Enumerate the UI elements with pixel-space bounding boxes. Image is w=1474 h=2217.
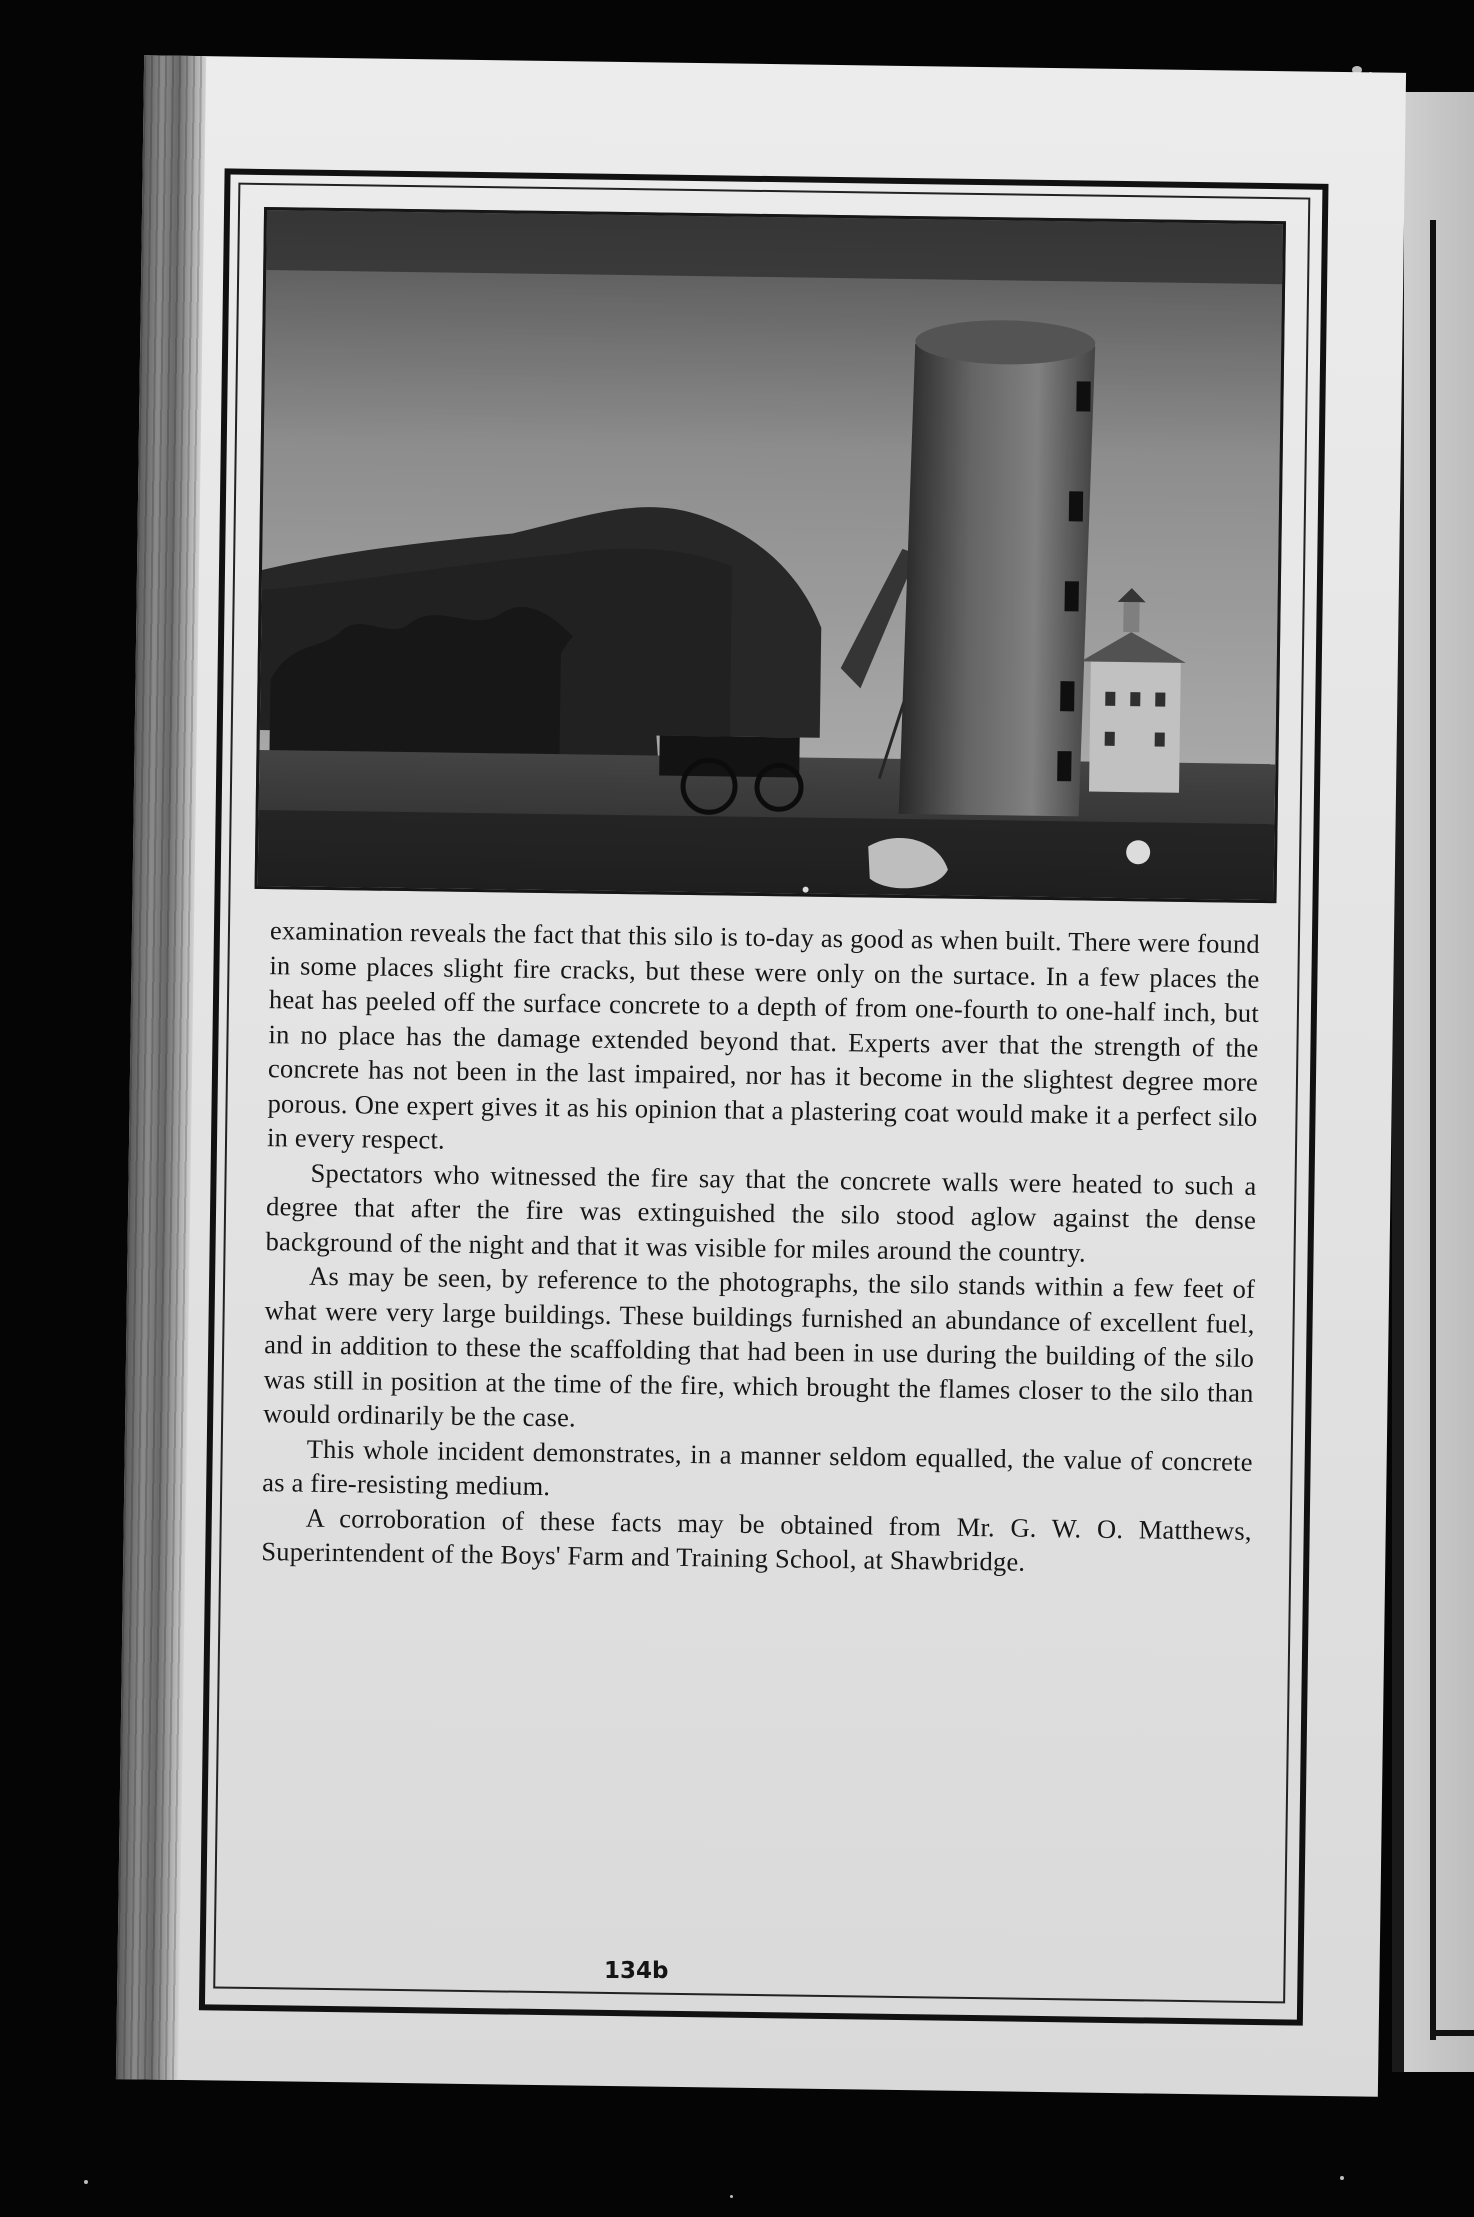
paragraph: Spectators who witnessed the fire say that the concrete walls were heated to such a degree that after the fire was extinguished the silo stood aglow against the dense background of the night and that it was visible for miles around the country.: [265, 1157, 1257, 1268]
silo-photograph: [255, 207, 1286, 903]
scan-speck: [84, 2180, 88, 2184]
scanned-page: [116, 55, 1406, 2096]
facing-page-border: [1430, 220, 1436, 2040]
paragraph: This whole incident demonstrates, in a manner seldom equalled, the value of concrete as a fire-resisting medium.: [262, 1433, 1253, 1502]
paragraph: As may be seen, by reference to the photographs, the silo stands within a few feet of what were very large buildings. These buildings furnished an abundance of excellent fuel, and in addition to these the scaffolding that had been in use during the building of the silo was still in position at the time of the fire, which brought the flames closer to the silo than would ordinarily be the case.: [263, 1260, 1256, 1433]
scan-speck: [1340, 2176, 1344, 2180]
paragraph: examination reveals the fact that this silo is to-day as good as when built. There were found in some places slight fire cracks, but these were only on the surtace. In a few places the heat has peeled off the surface concrete to a depth of from one-fourth to one-half inch, but in no place has the damage extended beyond that. Experts aver that the strength of the concrete has not been in the last impaired, nor has it become in the slightest degree more porous. One expert gives it as his opinion that a plastering coat would make it a perfect silo in every respect.: [266, 915, 1261, 1155]
page-number: 134b: [604, 1958, 669, 1984]
silo-photo-image: [258, 210, 1283, 900]
paragraph: A corroboration of these facts may be obtained from Mr. G. W. O. Matthews, Superintendent of the Boys' Farm and Training School, at Shawbridge.: [261, 1502, 1252, 1577]
book-spine: [116, 55, 206, 2080]
article-body: [261, 913, 1260, 1582]
scan-speck: [730, 2195, 733, 2198]
facing-page-border: [1430, 2030, 1474, 2036]
